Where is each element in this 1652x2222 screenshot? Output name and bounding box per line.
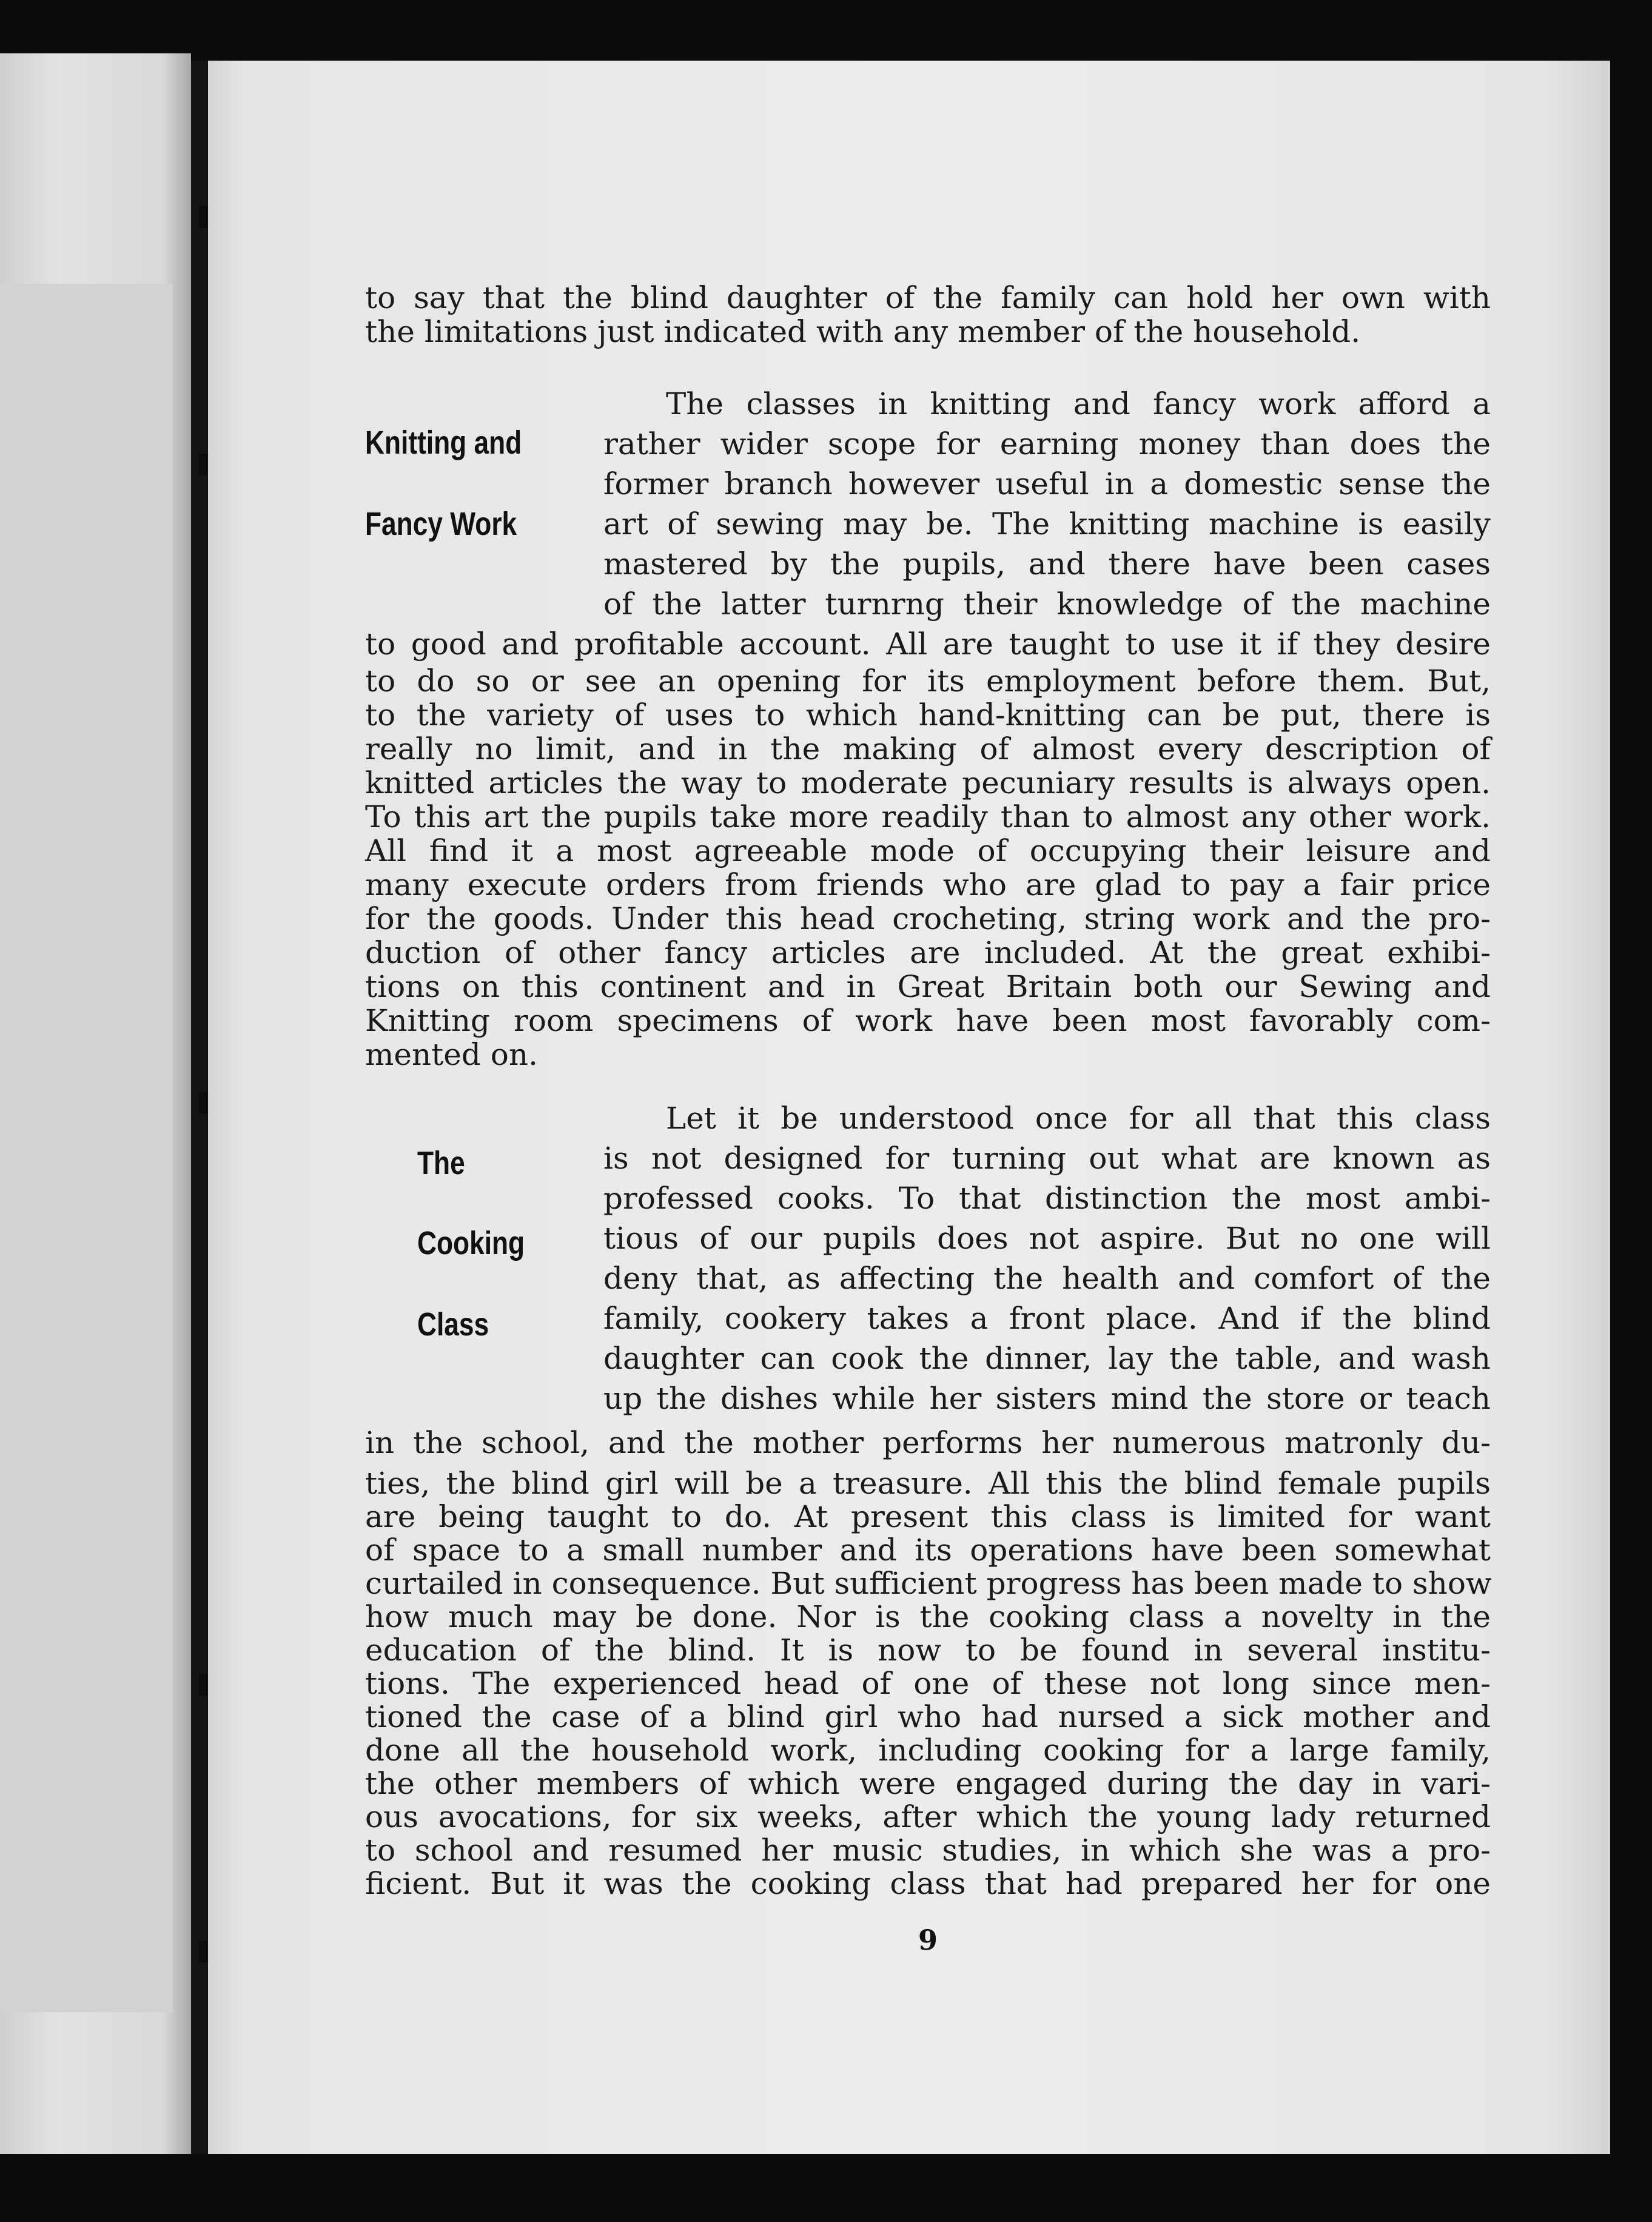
text-line: to do so or see an opening for its employment before them. But, — [365, 663, 1491, 699]
side-heading-class: Class — [417, 1306, 489, 1343]
side-heading-knitting: Knitting and — [365, 425, 522, 461]
binding-mark — [199, 1674, 209, 1696]
text-line: to good and profitable account. All are taught to use it if they desire — [365, 626, 1491, 662]
text-line: To this art the pupils take more readily than to almost any other work. — [365, 799, 1491, 834]
side-heading-fancy-work: Fancy Work — [365, 506, 517, 542]
text-line: the other members of which were engaged during the day in vari- — [365, 1766, 1491, 1801]
text-line: in the school, and the mother performs her numerous matronly du- — [365, 1425, 1491, 1460]
page-number: 9 — [918, 1924, 938, 1956]
text-line: of the latter turnrng their knowledge of the machine — [603, 586, 1491, 622]
text-line: former branch however useful in a domestic sense the — [603, 466, 1491, 502]
text-line: curtailed in consequence. But sufficient progress has been made to show — [365, 1566, 1492, 1601]
binding-mark — [199, 1092, 209, 1113]
text-line: knitted articles the way to moderate pecuniary results is always open. — [365, 765, 1491, 801]
text-line: ties, the blind girl will be a treasure. All this the blind female pupils — [365, 1466, 1491, 1501]
binding-mark — [199, 1941, 209, 1962]
side-heading-cooking: Cooking — [417, 1225, 525, 1261]
side-heading-the: The — [417, 1145, 465, 1181]
text-line: are being taught to do. At present this class is limited for want — [365, 1499, 1491, 1534]
text-line: is not designed for turning out what are known as — [603, 1141, 1491, 1176]
text-line: how much may be done. Nor is the cooking class a novelty in the — [365, 1599, 1491, 1634]
text-line: really no limit, and in the making of almost every description of — [365, 731, 1491, 767]
text-line: to the variety of uses to which hand-knitting can be put, there is — [365, 697, 1491, 733]
text-line: All find it a most agreeable mode of occupying their leisure and — [365, 833, 1491, 868]
text-line: done all the household work, including cooking for a large family, — [365, 1733, 1491, 1768]
text-line: to school and resumed her music studies, in which she was a pro- — [365, 1833, 1491, 1868]
facing-page-text-block — [0, 284, 173, 2012]
text-line: rather wider scope for earning money than does the — [603, 426, 1491, 462]
text-line: tioned the case of a blind girl who had nursed a sick mother and — [365, 1699, 1491, 1734]
text-line: to say that the blind daughter of the family can hold her own with — [365, 280, 1491, 315]
text-line: daughter can cook the dinner, lay the table, and wash — [603, 1341, 1491, 1376]
text-line: tions on this continent and in Great Britain both our Sewing and — [365, 969, 1491, 1004]
text-line: Knitting room specimens of work have been most favorably com- — [365, 1003, 1491, 1038]
text-line: ous avocations, for six weeks, after which the young lady returned — [365, 1799, 1491, 1834]
text-line: of space to a small number and its operations have been somewhat — [365, 1532, 1491, 1568]
text-line: tious of our pupils does not aspire. But no one will — [603, 1221, 1491, 1256]
facing-page-edge — [0, 53, 191, 2154]
text-line: art of sewing may be. The knitting machine is easily — [603, 506, 1491, 542]
text-line: for the goods. Under this head crocheting, string work and the pro- — [365, 901, 1491, 936]
text-line: many execute orders from friends who are glad to pay a fair price — [365, 867, 1491, 902]
text-line: The classes in knitting and fancy work afford a — [666, 386, 1491, 421]
text-line: education of the blind. It is now to be found in several institu- — [365, 1633, 1491, 1668]
text-line: tions. The experienced head of one of these not long since men- — [365, 1666, 1491, 1701]
text-line: ficient. But it was the cooking class that had prepared her for one — [365, 1866, 1491, 1901]
text-line: up the dishes while her sisters mind the store or teach — [603, 1381, 1491, 1416]
binding-mark — [199, 206, 209, 228]
text-line: mented on. — [365, 1037, 538, 1072]
text-line: the limitations just indicated with any member of the household. — [365, 314, 1361, 349]
text-line: mastered by the pupils, and there have been cases — [603, 546, 1491, 582]
text-line: professed cooks. To that distinction the most ambi- — [603, 1181, 1491, 1216]
text-line: Let it be understood once for all that this class — [666, 1101, 1491, 1136]
binding-mark — [199, 454, 209, 475]
text-line: duction of other fancy articles are included. At the great exhibi- — [365, 935, 1491, 970]
text-line: family, cookery takes a front place. And if the blind — [603, 1301, 1491, 1336]
text-line: deny that, as affecting the health and comfort of the — [603, 1261, 1491, 1296]
